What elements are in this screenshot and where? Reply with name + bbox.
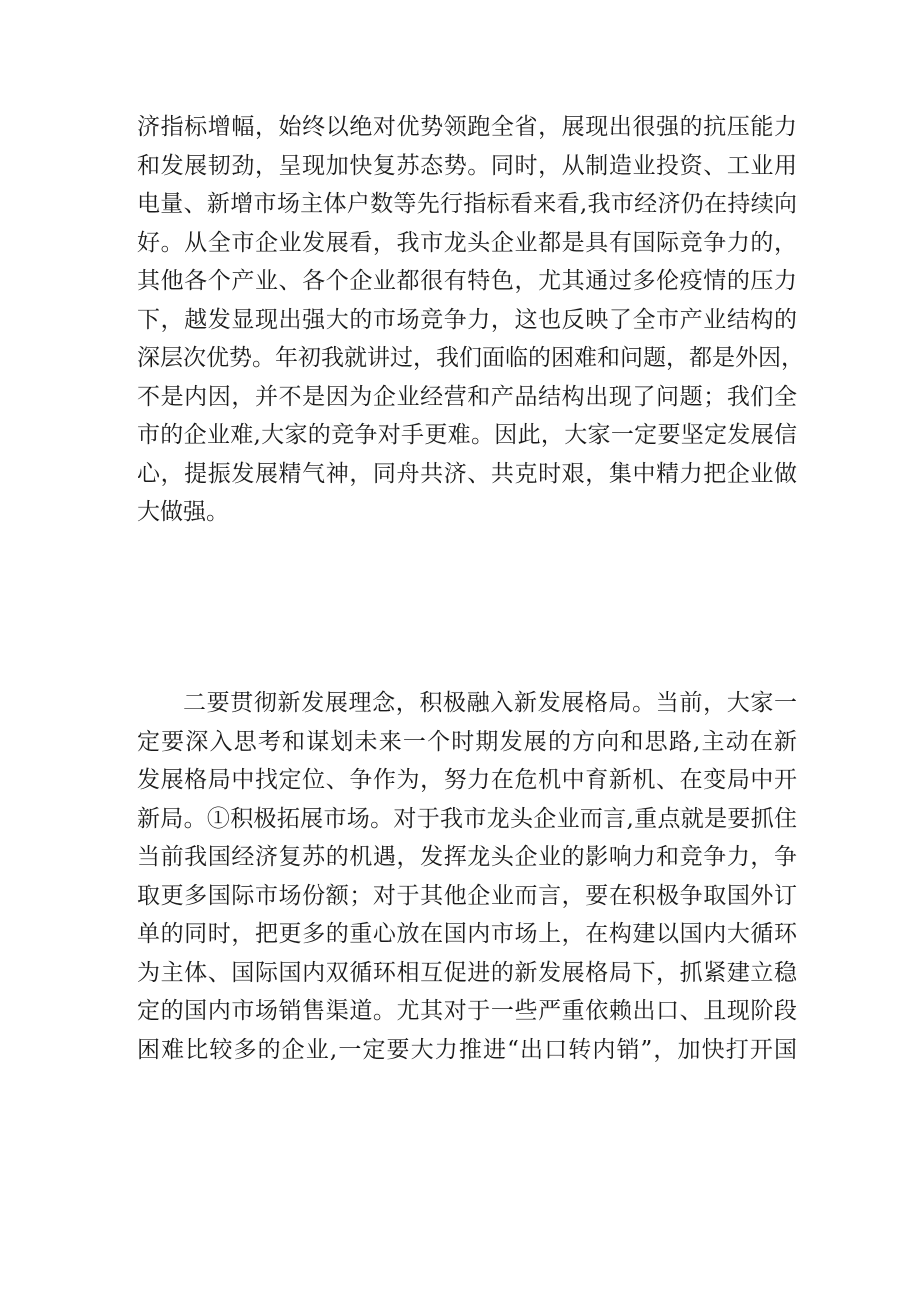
text-line: 电量、新增市场主体户数等先行指标看来看,我市经济仍在持续向 (137, 191, 797, 217)
text-line: 不是内因，并不是因为企业经营和产品结构出现了问题；我们全 (137, 383, 797, 410)
text-line: 单的同时，把更多的重心放在国内市场上，在构建以国内大循环 (137, 921, 797, 947)
text-line: 定的国内市场销售渠道。尤其对于一些严重依赖出口、且现阶段 (137, 998, 797, 1024)
text-line: 和发展韧劲，呈现加快复苏态势。同时，从制造业投资、工业用 (137, 152, 797, 179)
text-line: 其他各个产业、各个企业都很有特色，尤其通过多伦疫情的压力 (137, 268, 797, 294)
text-line: 发展格局中找定位、争作为，努力在危机中育新机、在变局中开 (137, 767, 797, 793)
text-line: 好。从全市企业发展看，我市龙头企业都是具有国际竞争力的， (137, 229, 797, 256)
text-line: 市的企业难,大家的竞争对手更难。因此，大家一定要坚定发展信 (137, 422, 797, 448)
text-line: 当前我国经济复苏的机遇，发挥龙头企业的影响力和竞争力，争 (137, 844, 797, 870)
text-line: 二要贯彻新发展理念，积极融入新发展格局。当前，大家一 (183, 690, 797, 716)
paragraph-2 (137, 684, 797, 1069)
text-line: 济指标增幅，始终以绝对优势领跑全省，展现出很强的抗压能力 (137, 114, 797, 140)
text-line: 取更多国际市场份额；对于其他企业而言，要在积极争取国外订 (137, 882, 797, 909)
text-line: 心，提振发展精气神，同舟共济、共克时艰，集中精力把企业做 (137, 460, 797, 487)
text-line: 深层次优势。年初我就讲过，我们面临的困难和问题，都是外因， (137, 345, 804, 371)
text-line: 为主体、国际国内双循环相互促进的新发展格局下，抓紧建立稳 (137, 959, 797, 986)
paragraph-1 (137, 108, 804, 532)
text-line: 大做强。 (137, 499, 229, 525)
text-line: 困难比较多的企业,一定要大力推进“出口转内销”，加快打开国 (137, 1036, 797, 1063)
text-line: 新局。①积极拓展市场。对于我市龙头企业而言,重点就是要抓住 (137, 805, 797, 832)
text-line: 下，越发显现出强大的市场竞争力，这也反映了全市产业结构的 (137, 306, 797, 333)
text-line: 定要深入思考和谋划未来一个时期发展的方向和思路,主动在新 (137, 728, 797, 755)
